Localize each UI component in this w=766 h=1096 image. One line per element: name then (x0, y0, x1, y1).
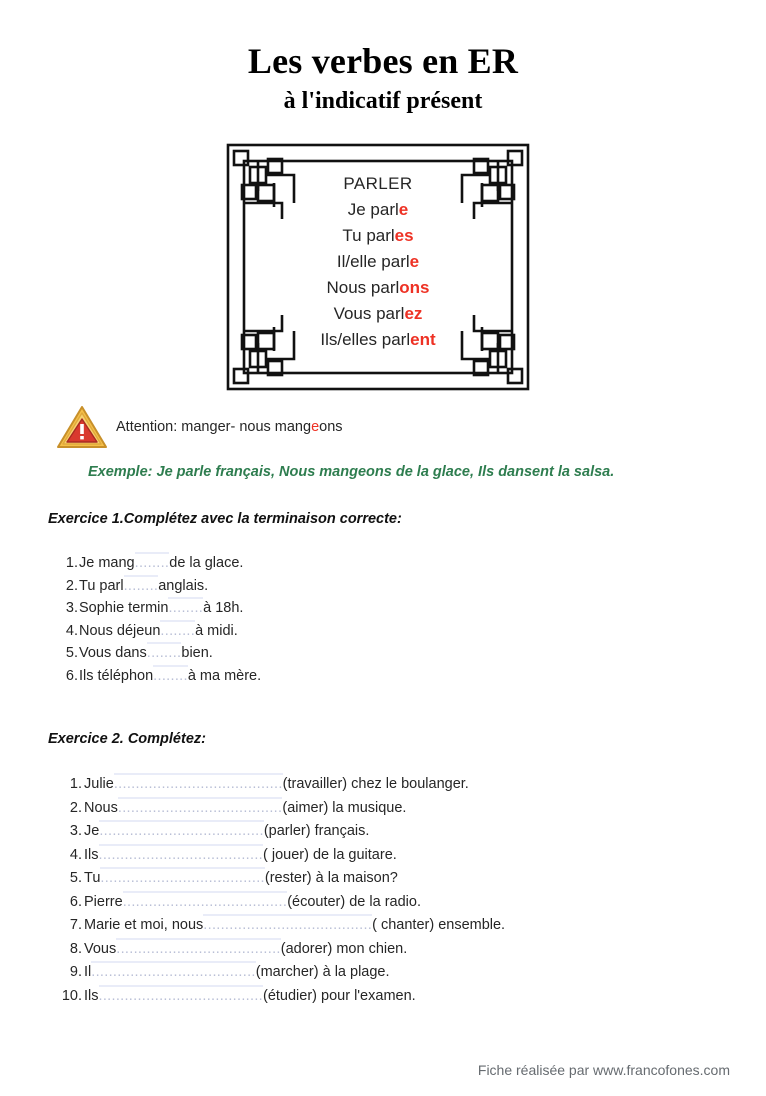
item-number: 8. (69, 940, 82, 957)
item-text-after: à midi. (195, 622, 238, 639)
list-item (58, 938, 505, 962)
item-text-after: (travailler) chez le boulanger. (282, 776, 469, 792)
conjugation-ending: ons (399, 278, 430, 297)
conjugation-row (224, 327, 532, 353)
attention-text (116, 419, 343, 435)
item-text-after: (étudier) pour l'examen. (263, 987, 416, 1004)
conjugation-row (224, 197, 532, 223)
item-number: 5. (69, 870, 82, 886)
answer-blank[interactable]: ...................................... (118, 797, 283, 821)
item-number: 3. (69, 823, 82, 839)
list-item (58, 773, 505, 797)
item-text-after: de la glace. (169, 555, 244, 571)
item-text-after: ( jouer) de la guitare. (263, 846, 397, 863)
conjugation-ending: es (394, 226, 414, 245)
list-item (58, 597, 261, 620)
item-text-before: Il (84, 964, 92, 980)
page-subtitle: à l'indicatif présent (283, 87, 483, 114)
answer-blank[interactable]: ...................................... (100, 867, 265, 891)
item-text-after: (écouter) de la radio. (287, 893, 421, 910)
list-item (58, 575, 261, 598)
conjugation-stem: Tu parl (342, 226, 395, 245)
answer-blank[interactable]: ...................................... (91, 961, 256, 985)
item-text-after: bien. (181, 645, 213, 661)
conjugation-row (224, 249, 532, 275)
item-text-before: Tu (84, 870, 101, 886)
answer-blank[interactable]: ........ (124, 575, 159, 598)
list-item (58, 961, 505, 985)
item-text-after: (parler) français. (263, 823, 370, 839)
answer-blank[interactable]: ...................................... (123, 891, 288, 915)
attention-highlight-letter: e (311, 419, 320, 435)
exercise-1-list (58, 552, 261, 687)
conjugation-stem: Vous parl (333, 304, 405, 323)
conjugation-stem: Je parl (347, 200, 399, 219)
conjugation-verb: PARLER (343, 174, 413, 193)
attention-prefix: Attention: manger- nous mang (116, 419, 312, 435)
conjugation-row (224, 301, 532, 327)
page-title: Les verbes en ER (247, 41, 519, 81)
item-text-before: Je mang (79, 555, 135, 571)
item-text-before: Pierre (84, 893, 123, 910)
list-item (58, 620, 261, 643)
conjugation-ending: ez (404, 304, 423, 323)
conjugation-ending: ent (410, 330, 436, 349)
answer-blank[interactable]: ...................................... (99, 844, 264, 868)
item-text-after: à 18h. (203, 600, 244, 616)
item-text-before: Vous dans (79, 645, 147, 661)
answer-blank[interactable]: ........ (160, 620, 195, 643)
conjugation-row (224, 223, 532, 249)
item-number: 7. (69, 917, 82, 933)
conjugation-ending: e (409, 252, 420, 271)
item-text-after: anglais. (158, 577, 209, 594)
item-text-before: Tu parl (79, 577, 124, 594)
item-text-before: Je (84, 823, 100, 839)
list-item (58, 844, 505, 868)
item-text-after: (adorer) mon chien. (280, 940, 408, 957)
item-text-before: Ils (84, 846, 99, 863)
answer-blank[interactable]: ...................................... (116, 938, 281, 962)
answer-blank[interactable]: ...................................... (99, 820, 264, 844)
warning-triangle-icon (56, 404, 108, 450)
conjugation-ending: e (398, 200, 409, 219)
conjugation-box (224, 141, 532, 393)
answer-blank[interactable]: ........ (153, 665, 188, 688)
attention-note (56, 404, 343, 450)
item-text-before: Nous (84, 799, 118, 816)
item-number: 2. (65, 577, 78, 594)
list-item (58, 891, 505, 915)
item-text-before: Marie et moi, nous (84, 917, 204, 933)
item-text-before: Nous déjeun (79, 622, 161, 639)
conjugation-row (224, 275, 532, 301)
conjugation-stem: Il/elle parl (336, 252, 410, 271)
conjugation-list (224, 171, 532, 353)
item-number: 10. (61, 987, 82, 1004)
list-item (58, 665, 261, 688)
answer-blank[interactable]: ....................................... (114, 773, 283, 797)
item-number: 3. (65, 600, 78, 616)
item-number: 5. (65, 645, 78, 661)
item-number: 1. (69, 776, 82, 792)
item-text-before: Ils (84, 987, 99, 1004)
list-item (58, 867, 505, 891)
list-item (58, 642, 261, 665)
list-item (58, 552, 261, 575)
attention-suffix: ons (319, 419, 343, 435)
item-number: 4. (65, 622, 78, 639)
item-text-after: ( chanter) ensemble. (372, 917, 506, 933)
item-text-before: Sophie termin (79, 600, 169, 616)
list-item (58, 797, 505, 821)
list-item (58, 914, 505, 938)
answer-blank[interactable]: ........ (135, 552, 170, 575)
item-text-after: (marcher) à la plage. (255, 964, 390, 980)
conjugation-stem: Ils/elles parl (320, 330, 411, 349)
answer-blank[interactable]: ........ (147, 642, 182, 665)
item-number: 6. (65, 667, 78, 684)
item-number: 1. (65, 555, 78, 571)
item-text-after: (aimer) la musique. (282, 799, 407, 816)
item-text-before: Julie (84, 776, 114, 792)
item-text-after: (rester) à la maison? (264, 870, 398, 886)
footer-credit: Fiche réalisée par www.francofones.com (477, 1062, 730, 1078)
exercise-2-heading: Exercice 2. Complétez: (48, 731, 206, 747)
list-item (58, 985, 505, 1009)
item-number: 9. (69, 964, 82, 980)
answer-blank[interactable]: ...................................... (99, 985, 264, 1009)
exercise-1-heading: Exercice 1.Complétez avec la terminaison correcte: (48, 511, 402, 527)
item-text-after: à ma mère. (187, 667, 262, 684)
item-number: 2. (69, 799, 82, 816)
example-sentence: Exemple: Je parle français, Nous mangeons de la glace, Ils dansent la salsa. (88, 464, 615, 480)
conjugation-stem: Nous parl (326, 278, 400, 297)
exercise-2-list (58, 773, 505, 1008)
list-item (58, 820, 505, 844)
item-number: 6. (69, 893, 82, 910)
answer-blank[interactable]: ....................................... (203, 914, 372, 938)
answer-blank[interactable]: ........ (168, 597, 203, 620)
item-number: 4. (69, 846, 82, 863)
item-text-before: Ils téléphon (79, 667, 154, 684)
item-text-before: Vous (84, 940, 117, 957)
